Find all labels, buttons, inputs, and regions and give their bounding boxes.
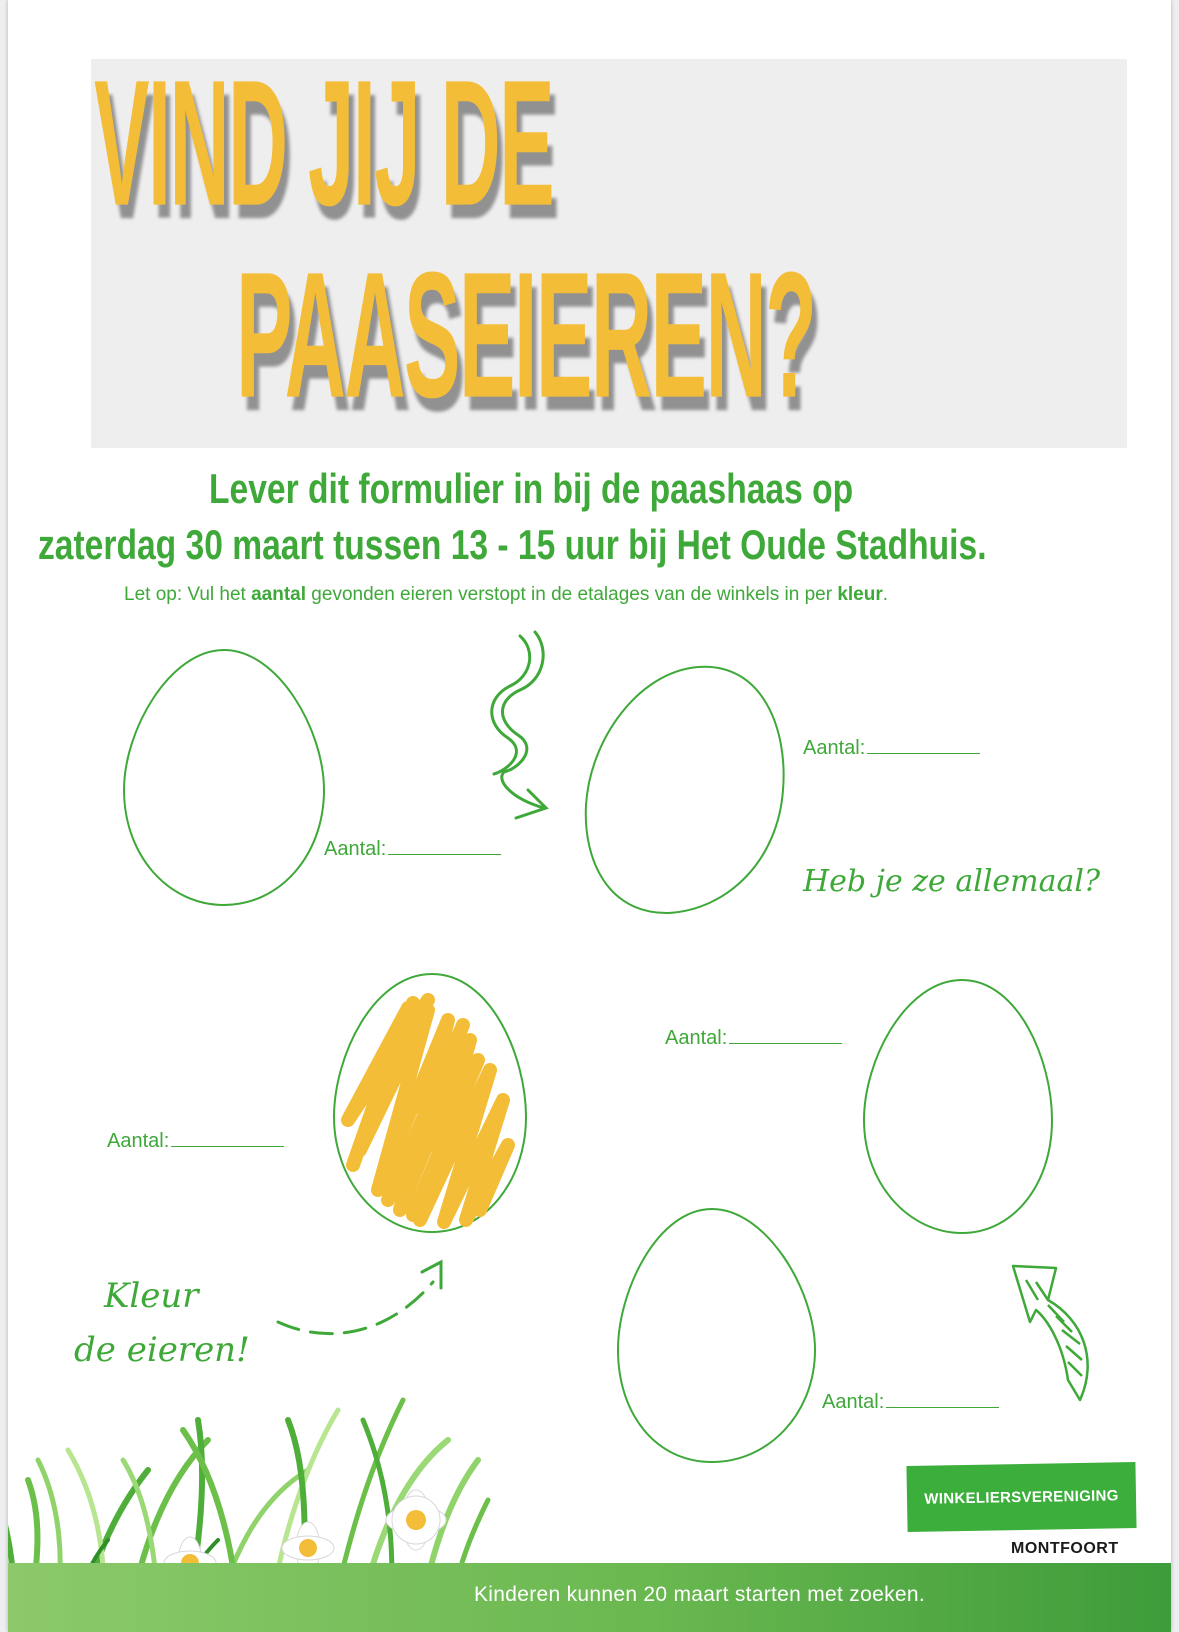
headline-line-2: PAASEIEREN?: [236, 234, 816, 435]
headline-line-1: VIND JIJ DE: [94, 42, 554, 243]
logo-name: WINKELIERSVERENIGING: [924, 1486, 1119, 1508]
egg-count-field-3[interactable]: [107, 1128, 284, 1153]
write-line[interactable]: [729, 1025, 842, 1044]
egg-count-field-5[interactable]: [822, 1389, 999, 1414]
egg-count-label: Aantal:: [107, 1130, 170, 1152]
egg-outline-4: [864, 980, 1052, 1233]
footer-text: Kinderen kunnen 20 maart starten met zoeken.: [474, 1583, 925, 1606]
egg-outline-1: [124, 650, 324, 905]
write-line[interactable]: [388, 836, 501, 855]
egg-count-field-1[interactable]: [324, 836, 501, 861]
squiggle-arrow-icon: [492, 632, 546, 818]
handwritten-color-line-1: Kleur: [104, 1276, 199, 1316]
egg-count-label: Aantal:: [822, 1391, 885, 1413]
write-line[interactable]: [171, 1128, 284, 1147]
egg-count-label: Aantal:: [324, 838, 387, 860]
egg-count-field-2[interactable]: [803, 735, 980, 760]
egg-outline-5: [618, 1209, 815, 1462]
illustrations: [8, 0, 1171, 1632]
egg-outline-2: [586, 667, 784, 913]
note-bold-color: kleur: [837, 584, 883, 605]
flyer-page: [8, 0, 1171, 1632]
note-suffix: .: [882, 584, 889, 605]
write-line[interactable]: [886, 1389, 999, 1408]
egg-count-label: Aantal:: [665, 1027, 728, 1049]
note-middle: gevonden eieren verstopt in de etalages van de winkels in per: [306, 584, 838, 605]
note-prefix: Let op: Vul het: [124, 584, 252, 605]
egg-count-label: Aantal:: [803, 737, 866, 759]
striped-arrow-icon: [1013, 1266, 1088, 1400]
handwritten-color-line-2: de eieren!: [74, 1330, 250, 1370]
handwritten-question: Heb je ze allemaal?: [803, 864, 1101, 899]
dashed-arrow-icon: [278, 1262, 441, 1334]
logo-place: MONTFOORT: [1011, 1540, 1119, 1557]
note-bold-count: aantal: [251, 584, 307, 605]
write-line[interactable]: [867, 735, 980, 754]
subtitle-line-2: zaterdag 30 maart tussen 13 - 15 uur bij Het Oude Stadhuis.: [38, 521, 987, 568]
egg-colored-example: [334, 974, 526, 1232]
association-logo: [906, 1462, 1136, 1532]
egg-count-field-4[interactable]: [665, 1025, 842, 1050]
subtitle-line-1: Lever dit formulier in bij de paashaas op: [209, 465, 854, 512]
